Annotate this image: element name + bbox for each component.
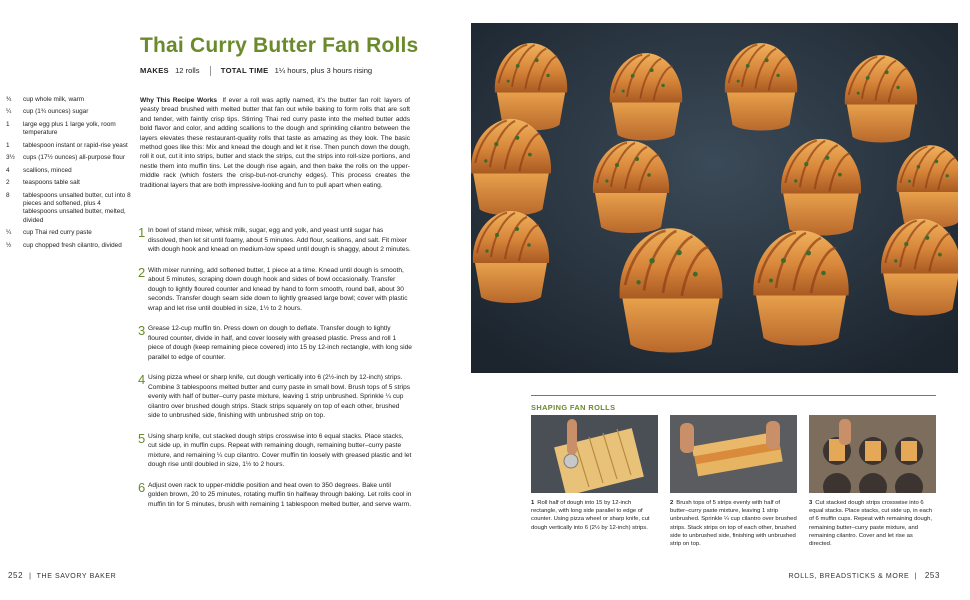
- ingredient-item: [6, 167, 132, 175]
- shaping-heading: SHAPING FAN ROLLS: [531, 403, 616, 412]
- caption-text: Cut stacked dough strips crosswise into 6 equal stacks. Place stacks, cut side up, in each of 6 muffin cups. Repeat with remaining dough, remaining butter–curry paste mixture, and remaining cilantro. Cover and let rise as directed.: [809, 500, 933, 548]
- total-time-label: TOTAL TIME: [220, 66, 269, 75]
- ingredient-qty: ¾: [6, 96, 12, 103]
- step-text: With mixer running, add softened butter, 1 piece at a time. Knead until dough is smooth, about 5 minutes, scraping down dough hook and sides of bowl occasionally. Transfer dough to lightly floured counter and knead by hand to form smooth, round ball, about 30 seconds. Transfer dough seam side down to lightly greased large bowl; cover with plastic wrap and let rise until doubled in size, 1½ to 2 hours.: [148, 266, 408, 312]
- left-page-number: 252: [8, 571, 24, 580]
- ingredient-text: scallions, minced: [23, 166, 72, 174]
- why-heading: Why This Recipe Works: [140, 97, 218, 104]
- meta-divider: [210, 66, 211, 76]
- shaping-photo-1: [531, 415, 658, 493]
- shaping-photo-3-illustration: [809, 415, 936, 493]
- ingredient-item: [6, 242, 132, 250]
- why-this-recipe-works: [140, 96, 410, 190]
- ingredient-qty: 1: [6, 141, 10, 149]
- ingredient-item: [6, 192, 132, 225]
- ingredient-text: cup whole milk, warm: [23, 96, 85, 103]
- caption-number: 2: [670, 500, 674, 506]
- left-footer: 252 | THE SAVORY BAKER: [8, 571, 117, 580]
- step-6: [140, 481, 412, 510]
- ingredient-qty: ¼: [6, 229, 12, 237]
- right-footer: ROLLS, BREADSTICKS & MORE | 253: [788, 571, 940, 580]
- step-1: [140, 226, 412, 255]
- ingredient-qty: 8: [6, 191, 10, 199]
- step-text: In bowl of stand mixer, whisk milk, sugar, egg and yolk, and yeast until sugar has dissolved, then let sit until foamy, about 5 minutes. Add flour, scallions, and salt. Fit mixer with dough hook and knead on medium-low speed until dough is shaggy, about 2 minutes.: [148, 227, 411, 253]
- ingredient-qty: ½: [6, 241, 12, 249]
- book-title: THE SAVORY BAKER: [36, 573, 117, 580]
- ingredient-text: cup Thai red curry paste: [23, 229, 92, 237]
- step-number: 1: [138, 225, 146, 240]
- ingredient-item: [6, 96, 132, 104]
- step-number: 6: [138, 479, 146, 495]
- ingredient-list: [6, 96, 132, 254]
- step-3: [140, 324, 412, 362]
- ingredient-qty: 1: [6, 120, 10, 128]
- rolls-photo-illustration: [471, 23, 958, 373]
- ingredient-qty: 4: [6, 166, 10, 174]
- chapter-title: ROLLS, BREADSTICKS & MORE: [788, 573, 910, 580]
- ingredient-text: cup (1¾ ounces) sugar: [23, 108, 89, 116]
- step-2: [140, 266, 412, 314]
- step-5: [140, 432, 412, 470]
- step-number: 4: [138, 372, 146, 387]
- step-number: 5: [138, 430, 146, 446]
- shaping-photo-1-illustration: [531, 415, 658, 493]
- step-text: Adjust oven rack to upper-middle position and heat oven to 350 degrees. Bake until golden brown, 20 to 25 minutes, rotating muffin tin halfway through baking. Let rolls cool in muffin tin for 5 minutes, brush with remaining 1 tablespoon melted butter, and serve warm.: [148, 481, 412, 508]
- shaping-caption-3: [809, 499, 936, 548]
- right-page-number: 253: [924, 571, 940, 580]
- why-body: If ever a roll was aptly named, it’s the butter fan roll: layers of yeasty bread brushed with melted butter that fan out while baking to form rolls that are soft and tender, with faintly crisp tips. Stirring Thai red curry paste into the melted butter adds bold flavor and color, and adding scallions to the dough and sprinkling cilantro between the layers elevates these restaurant-quality rolls that taste as amazing as they look. The basic method goes like this: Mix and knead the dough and let it rise. Then punch down the dough, roll it out, cut it into strips, butter and stack the strips, cut the strips into roll-size portions, and nestle them into muffin tins. Let the dough rise again, and then bake the rolls on the upper-middle rack (which fosters the crisp-but-not-crunchy edges). This process creates the traditional layers that are both impressive-looking and fun to pull apart when eating.: [140, 97, 410, 189]
- step-number: 3: [138, 323, 146, 338]
- ingredient-text: tablespoons unsalted butter, cut into 8 pieces and softened, plus 4 tablespoons unsalted butter, melted, divided: [23, 191, 131, 224]
- shaping-caption-1: [531, 499, 658, 532]
- ingredient-text: cups (17½ ounces) all-purpose flour: [23, 154, 125, 162]
- step-number: 2: [138, 264, 146, 280]
- shaping-photo-3: [809, 415, 936, 493]
- shaping-caption-2: [670, 499, 797, 548]
- ingredient-item: [6, 108, 132, 116]
- step-text: Using sharp knife, cut stacked dough strips crosswise into 6 equal stacks. Place stacks, cut side up, in muffin cups. Repeat with remaining dough, remaining butter–curry paste mixture, and remaining ¼ cup cilantro. Cover muffin tin loosely with greased plastic and let dough rise until doubled in size, 1½ to 2 hours.: [148, 432, 412, 468]
- caption-text: Brush tops of 5 strips evenly with half of butter–curry paste mixture, leaving 1 strip unbrushed. Sprinkle ¼ cup cilantro over brushed strips. Stack strips on top of each other, brushed side to unbrushed side, finishing with unbrushed strip on top.: [670, 500, 797, 548]
- step-4: [140, 373, 412, 421]
- makes-value: 12 rolls: [175, 66, 200, 75]
- total-time-value: 1¼ hours, plus 3 hours rising: [274, 66, 373, 75]
- caption-number: 1: [531, 500, 535, 506]
- shaping-photo-2-illustration: [670, 415, 797, 493]
- caption-number: 3: [809, 500, 813, 506]
- ingredient-qty: ¼: [6, 108, 12, 116]
- makes-label: MAKES: [140, 66, 169, 75]
- ingredient-item: [6, 179, 132, 187]
- ingredient-item: [6, 154, 132, 162]
- ingredient-qty: 2: [6, 179, 10, 187]
- recipe-meta: [140, 66, 372, 76]
- ingredient-qty: 3½: [6, 154, 15, 162]
- ingredient-item: [6, 229, 132, 237]
- step-text: Grease 12-cup muffin tin. Press down on dough to deflate. Transfer dough to lightly floured counter, divide in half, and cover loosely with greased plastic. Press and roll 1 piece of dough (keep remaining piece covered) into 15 by 12-inch rectangle, with long side parallel to edge of counter.: [148, 325, 412, 361]
- method-steps: [140, 226, 412, 520]
- caption-text: Roll half of dough into 15 by 12-inch rectangle, with long side parallel to edge of counter. Using pizza wheel or sharp knife, cut dough vertically into 6 (2½ by 12-inch) strips.: [531, 500, 650, 531]
- shaping-photo-2: [670, 415, 797, 493]
- step-text: Using pizza wheel or sharp knife, cut dough vertically into 6 (2½-inch by 12-inch) strips. Combine 3 tablespoons melted butter and curry paste in small bowl. Brush tops of 5 strips evenly with half of butter–curry paste mixture, leaving 1 strip unbrushed. Sprinkle ¼ cup cilantro over brushed dough strips. Stack strips squarely on top of each other, brushed side to unbrushed side, finishing with unbrushed strip on top.: [148, 374, 411, 419]
- ingredient-item: [6, 142, 132, 150]
- ingredient-item: [6, 121, 132, 138]
- ingredient-text: large egg plus 1 large yolk, room temperature: [23, 120, 116, 137]
- ingredient-text: teaspoons table salt: [23, 179, 80, 187]
- rolls-photo: [471, 23, 958, 373]
- recipe-title: Thai Curry Butter Fan Rolls: [140, 34, 419, 57]
- section-rule: [531, 395, 936, 396]
- ingredient-text: cup chopped fresh cilantro, divided: [23, 241, 122, 249]
- ingredient-text: tablespoon instant or rapid-rise yeast: [23, 141, 128, 149]
